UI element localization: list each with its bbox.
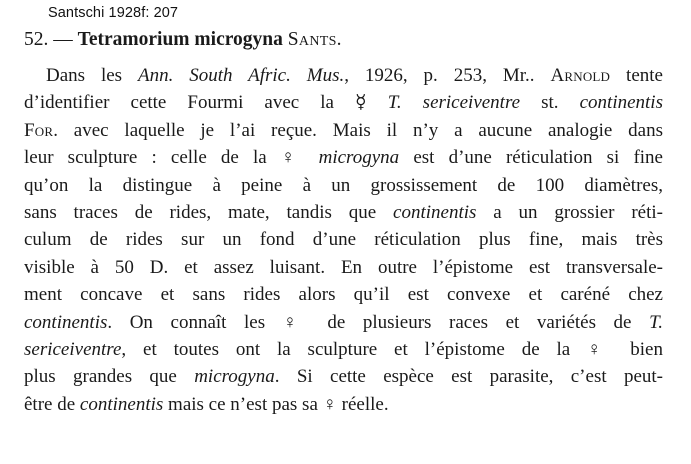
small-caps-text: For [24,119,54,141]
text-run: st. [520,92,580,114]
text-line [24,309,663,336]
small-caps-text: Arnold [550,65,611,86]
text-run: être de [24,393,80,415]
text-run: . avec laquelle je l’ai reçue. Mais il n’y a aucune analogie dans [53,119,663,141]
text-run: , et toutes ont la sculpture et l’épistome de la ♀ bien [121,338,663,360]
italic-text: T. sericeiventre [387,92,521,114]
italic-text: microgyna [318,147,400,169]
text-run: mais ce n’est pas sa ♀ réelle. [163,393,389,415]
text-line [24,62,663,89]
text-run: qu’on la distingue à peine à un grossissement de 100 diamètres, [24,174,663,196]
italic-text: continentis [79,393,164,415]
text-run: a un grossier réti- [476,201,663,223]
italic-text: continentis [393,201,477,223]
italic-text: sericeiventre [24,338,122,360]
text-line [24,254,663,281]
text-run: est d’une réticulation si fine [399,147,663,169]
text-line [24,199,663,226]
text-run: d’identifier cette Fourmi avec la ☿ [24,92,388,114]
section-number: 52. — [24,29,73,50]
citation-label: Santschi 1928f: 207 [48,5,179,21]
text-run: . On connaît les ♀ de plusieurs races et variétés de [107,311,650,333]
species-author: Sants. [287,29,342,50]
text-run: tente [610,65,663,86]
text-run: culum de rides sur un fond d’une réticulation plus fine, mais très [24,229,663,251]
italic-text: T. [649,311,663,333]
italic-text: continentis [24,311,108,333]
text-line [24,144,663,171]
italic-text: continentis [579,92,663,114]
text-run: plus grandes que [24,366,195,388]
text-run: sans traces de rides, mate, tandis que [24,201,394,223]
text-run: , 1926, p. 253, Mr.. [344,65,551,86]
text-run: leur sculpture : celle de la ♀ [24,147,319,169]
text-line [24,172,663,199]
italic-text: Ann. South Afric. Mus. [137,65,345,86]
text-line [24,117,663,144]
species-title: Tetramorium microgyna [77,29,283,50]
body-paragraph [24,62,663,418]
section-heading [24,29,342,51]
text-line [24,391,663,418]
text-line [24,281,663,308]
text-line [24,226,663,253]
italic-text: microgyna [194,366,275,388]
text-run: . Si cette espèce est parasite, c’est peut- [274,366,663,388]
text-line [24,363,663,390]
text-line [24,89,663,116]
text-run: ment concave et sans rides alors qu’il est convexe et caréné chez [24,284,663,306]
text-line [24,336,663,363]
text-run: Dans les [46,65,138,86]
text-run: visible à 50 D. et assez luisant. En outre l’épistome est transversale- [24,256,663,278]
